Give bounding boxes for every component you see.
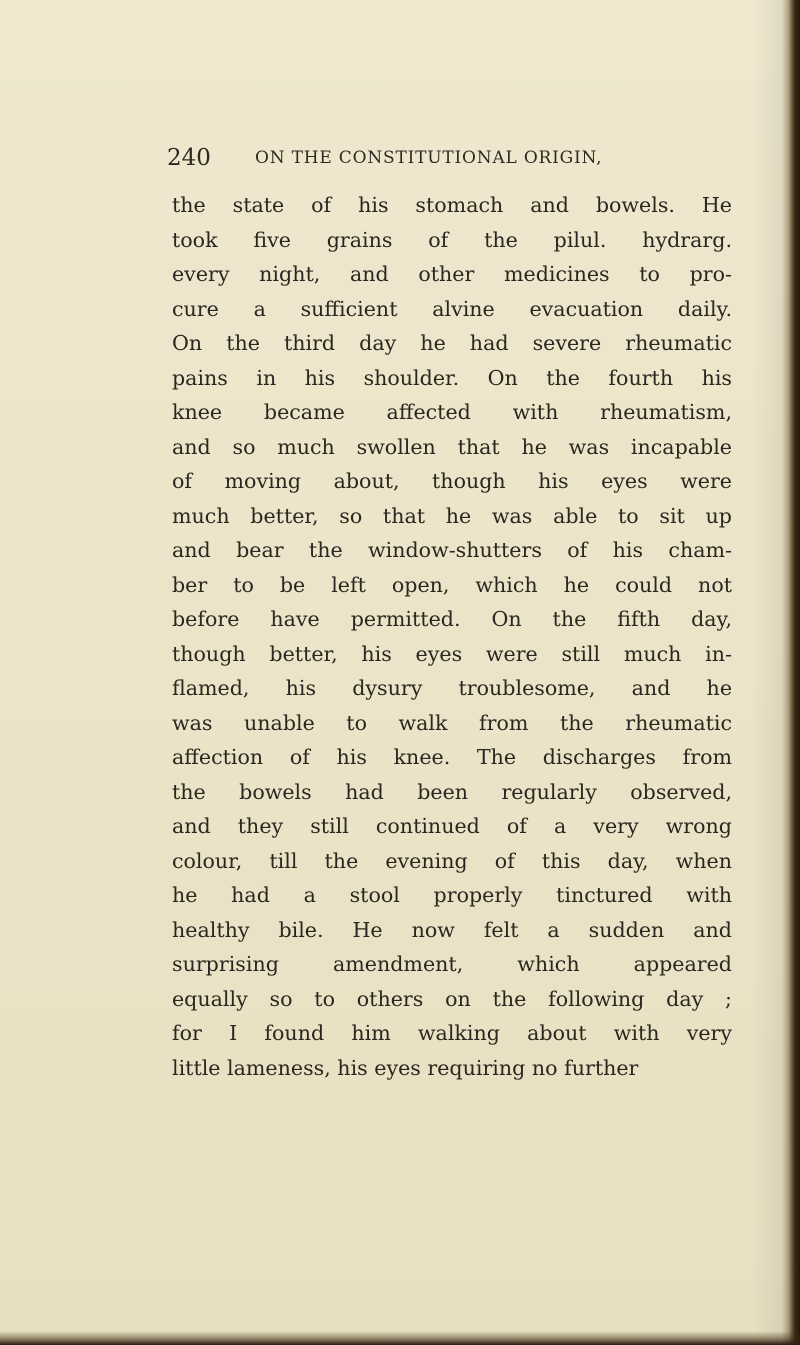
page-bottom-shadow bbox=[0, 1331, 800, 1345]
text-line: ber to be left open, which he could not bbox=[172, 572, 732, 597]
text-line: though better, his eyes were still much in- bbox=[172, 641, 732, 666]
text-line: the bowels had been regularly observed, bbox=[172, 779, 732, 804]
page-edge-shadow bbox=[782, 0, 800, 1345]
text-line: healthy bile. He now felt a sudden and bbox=[172, 917, 732, 942]
text-line: affection of his knee. The discharges from bbox=[172, 745, 732, 769]
text-line: flamed, his dysury troublesome, and he bbox=[172, 676, 732, 700]
page-number: 240 bbox=[167, 145, 211, 171]
text-line: On the third day he had severe rheumatic bbox=[172, 331, 732, 355]
text-line: pains in his shoulder. On the fourth his bbox=[172, 365, 732, 390]
text-line: little lameness, his eyes requiring no further bbox=[172, 1055, 639, 1080]
text-line: was unable to walk from the rheumatic bbox=[172, 710, 732, 735]
text-line: colour, till the evening of this day, when bbox=[172, 848, 732, 873]
text-line: every night, and other medicines to pro- bbox=[172, 262, 732, 286]
body-text bbox=[172, 188, 732, 1085]
text-line: took five grains of the pilul. hydrarg. bbox=[172, 227, 732, 252]
text-line: equally so to others on the following day ; bbox=[172, 986, 732, 1011]
text-line: and they still continued of a very wrong bbox=[172, 814, 732, 838]
page-header bbox=[167, 141, 657, 175]
text-line: and so much swollen that he was incapable bbox=[172, 434, 732, 459]
text-line: the state of his stomach and bowels. He bbox=[172, 193, 732, 217]
text-line: before have permitted. On the fifth day, bbox=[172, 607, 732, 631]
text-line: and bear the window-shutters of his cham- bbox=[172, 538, 732, 562]
text-line: cure a sufficient alvine evacuation daily. bbox=[172, 296, 732, 321]
running-head: ON THE CONSTITUTIONAL ORIGIN, bbox=[255, 148, 603, 168]
text-line: of moving about, though his eyes were bbox=[172, 469, 732, 493]
text-line: for I found him walking about with very bbox=[172, 1021, 732, 1045]
text-line: knee became affected with rheumatism, bbox=[172, 400, 732, 424]
text-line: much better, so that he was able to sit up bbox=[172, 503, 732, 528]
text-line: he had a stool properly tinctured with bbox=[172, 883, 732, 907]
text-line: surprising amendment, which appeared bbox=[172, 952, 732, 976]
